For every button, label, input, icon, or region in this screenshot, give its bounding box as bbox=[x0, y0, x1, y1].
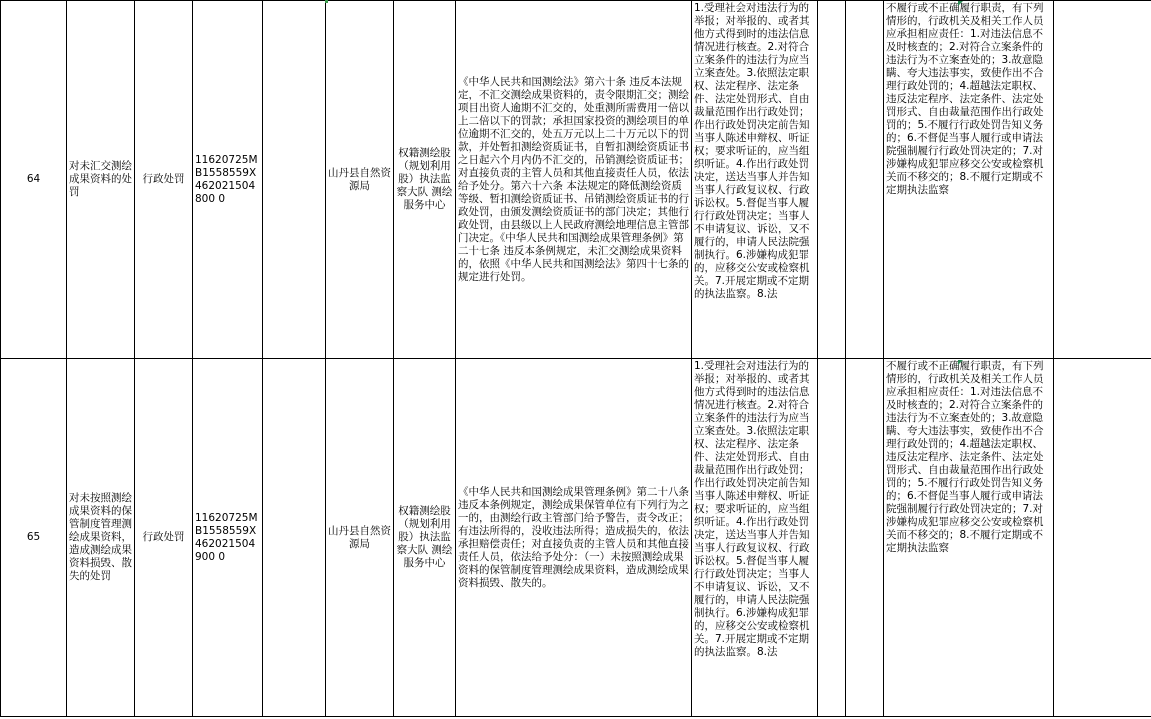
item-category[interactable]: 行政处罚 bbox=[135, 1, 193, 359]
item-name[interactable]: 对未按照测绘成果资料的保管制度管理测绘成果资料，造成测绘成果资料损毁、散失的处罚 bbox=[67, 359, 135, 717]
responsible-department[interactable]: 权籍测绘股（规划利用股）执法监察大队 测绘服务中心 bbox=[394, 1, 456, 359]
empty-cell[interactable] bbox=[818, 1, 846, 359]
empty-cell[interactable] bbox=[263, 359, 326, 717]
item-name[interactable]: 对未汇交测绘成果资料的处罚 bbox=[67, 1, 135, 359]
empty-cell[interactable] bbox=[1054, 359, 1151, 717]
empty-cell[interactable] bbox=[846, 1, 884, 359]
accountability-text: 不履行或不正确履行职责，有下列情形的，行政机关及相关工作人员应承担相应责任：1.对违法信息不及时核查的；2.对符合立案条件的违法行为不立案查处的；3.故意隐瞒、夸大违法事实，致使作出不合理行政处罚的；4.超越法定职权、违反法定程序、法定条件、法定处罚形式、自由裁量范围作出行政处罚的；5.不履行行政处罚告知义务的；6.不督促当事人履行或申请法院强制履行行政处罚决定的；7.对涉嫌构成犯罪应移交公安或检察机关而不移交的；8.不履行定期或不定期执法监察 bbox=[886, 359, 1044, 554]
table-row bbox=[1, 359, 1151, 717]
row-number[interactable]: 64 bbox=[1, 1, 67, 359]
item-category[interactable]: 行政处罚 bbox=[135, 359, 193, 717]
item-code[interactable]: 11620725MB1558559X462021504900 0 bbox=[193, 359, 263, 717]
implementing-agency[interactable]: 山丹县自然资源局 bbox=[326, 359, 394, 717]
cell-comment-indicator bbox=[958, 360, 963, 365]
empty-cell[interactable] bbox=[818, 359, 846, 717]
duty-text: 1.受理社会对违法行为的举报；对举报的、或者其他方式得到时的违法信息情况进行核查。2.对符合立案条件的违法行为应当立案查处。3.依照法定职权、法定程序、法定条件、法定处罚形式、自由裁量范围作出行政处罚；作出行政处罚决定前告知当事人陈述申辩权、听证权；要求听证的，应当组织听证。4.作出行政处罚决定，送达当事人并告知当事人行政复议权、行政诉讼权。5.督促当事人履行行政处罚决定；当事人不申请复议、诉讼，又不履行的，申请人民法院强制执行。6.涉嫌构成犯罪的，应移交公安或检察机关。7.开展定期或不定期的执法监察。8.法 bbox=[694, 359, 810, 658]
empty-cell[interactable] bbox=[263, 1, 326, 359]
responsible-department[interactable]: 权籍测绘股（规划利用股）执法监察大队 测绘服务中心 bbox=[394, 359, 456, 717]
cell-comment-indicator bbox=[958, 1, 963, 6]
accountability[interactable] bbox=[884, 359, 1054, 717]
duty-items[interactable] bbox=[692, 1, 818, 359]
row-number[interactable]: 65 bbox=[1, 359, 67, 717]
implementing-agency[interactable]: 山丹县自然资源局 bbox=[326, 1, 394, 359]
cell-marker bbox=[325, 0, 328, 3]
table-row bbox=[1, 1, 1151, 359]
item-code[interactable]: 11620725MB1558559X462021504800 0 bbox=[193, 1, 263, 359]
accountability-text: 不履行或不正确履行职责，有下列情形的，行政机关及相关工作人员应承担相应责任：1.对违法信息不及时核查的；2.对符合立案条件的违法行为不立案查处的；3.故意隐瞒、夸大违法事实，致使作出不合理行政处罚的；4.超越法定职权、违反法定程序、法定条件、法定处罚形式、自由裁量范围作出行政处罚的；5.不履行行政处罚告知义务的；6.不督促当事人履行或申请法院强制履行行政处罚决定的；7.对涉嫌构成犯罪应移交公安或检察机关而不移交的；8.不履行定期或不定期执法监察 bbox=[886, 1, 1044, 196]
accountability[interactable] bbox=[884, 1, 1054, 359]
empty-cell[interactable] bbox=[1054, 1, 1151, 359]
duty-text: 1.受理社会对违法行为的举报；对举报的、或者其他方式得到时的违法信息情况进行核查。2.对符合立案条件的违法行为应当立案查处。3.依照法定职权、法定程序、法定条件、法定处罚形式、自由裁量范围作出行政处罚；作出行政处罚决定前告知当事人陈述申辩权、听证权；要求听证的，应当组织听证。4.作出行政处罚决定，送达当事人并告知当事人行政复议权、行政诉讼权。5.督促当事人履行行政处罚决定；当事人不申请复议、诉讼，又不履行的，申请人民法院强制执行。6.涉嫌构成犯罪的，应移交公安或检察机关。7.开展定期或不定期的执法监察。8.法 bbox=[694, 1, 810, 300]
empty-cell[interactable] bbox=[846, 359, 884, 717]
legal-basis[interactable]: 《中华人民共和国测绘成果管理条例》第二十八条 违反本条例规定，测绘成果保管单位有下列行为之一的，由测绘行政主管部门给予警告，责令改正；有违法所得的，没收违法所得；造成损失的，依法承担赔偿责任；对直接负责的主管人员和其他直接责任人员，依法给予处分：（一）未按照测绘成果资料的保管制度管理测绘成果资料，造成测绘成果资料损毁、散失的。 bbox=[456, 359, 692, 717]
legal-basis[interactable]: 《中华人民共和国测绘法》第六十条 违反本法规定，不汇交测绘成果资料的，责令限期汇交；测绘项目出资人逾期不汇交的，处重测所需费用一倍以上二倍以下的罚款；承担国家投资的测绘项目的单位逾期不汇交的，处五万元以上二十万元以下的罚款，并处暂扣测绘资质证书，自暂扣测绘资质证书之日起六个月内仍不汇交的，吊销测绘资质证书；对直接负责的主管人员和其他直接责任人员，依法给予处分。第六十六条 本法规定的降低测绘资质等级、暂扣测绘资质证书、吊销测绘资质证书的行政处罚，由颁发测绘资质证书的部门决定；其他行政处罚，由县级以上人民政府测绘地理信息主管部门决定。《中华人民共和国测绘成果管理条例》第二十七条 违反本条例规定，未汇交测绘成果资料的，依照《中华人民共和国测绘法》第四十七条的规定进行处罚。 bbox=[456, 1, 692, 359]
duty-items[interactable] bbox=[692, 359, 818, 717]
